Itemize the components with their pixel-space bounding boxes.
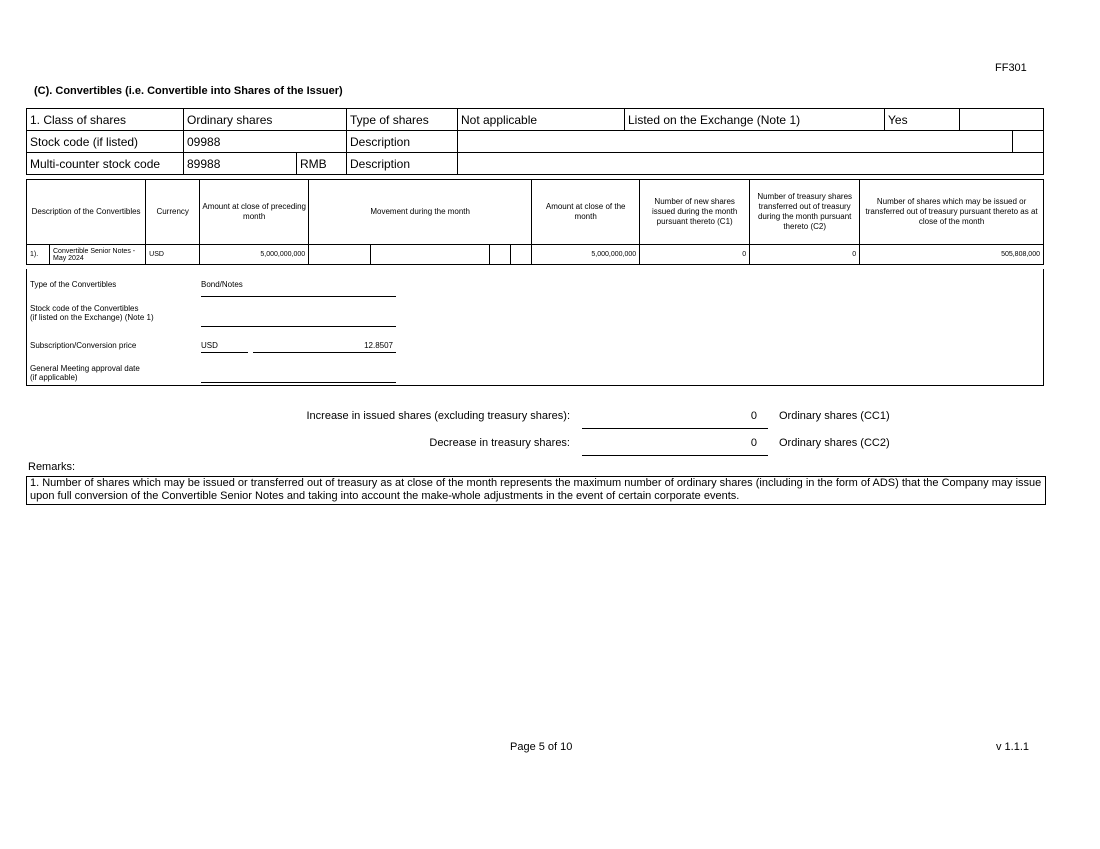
- multi-counter-value: 89988: [184, 153, 297, 175]
- version-label: v 1.1.1: [996, 741, 1030, 753]
- page-number: Page 5 of 10: [510, 741, 573, 753]
- row-description: Convertible Senior Notes - May 2024: [50, 245, 146, 265]
- header-treasury-shares: Number of treasury shares transferred out of treasury during the month pursuant thereto (C2): [750, 180, 860, 245]
- increase-label: Increase in issued shares (excluding treasury shares):: [306, 410, 570, 422]
- type-underline: [201, 296, 396, 297]
- header-description: Description of the Convertibles: [27, 180, 146, 245]
- header-movement: Movement during the month: [309, 180, 532, 245]
- price-currency-underline: [201, 352, 248, 353]
- class-row: [27, 109, 1044, 131]
- stock-code-label: Stock code (if listed): [27, 131, 184, 153]
- decrease-label: Decrease in treasury shares:: [429, 437, 570, 449]
- convertible-details: [26, 269, 1044, 386]
- price-value-underline: [253, 352, 396, 353]
- remarks-text: 1. Number of shares which may be issued or transferred out of treasury as at close of the month represents the maximum number of ordinary shares (including in the form of ADS) that the Company may issue upon full conversion of the Convertible Senior Notes and taking into account the make-whole adjustments in the event of certain corporate events.: [26, 476, 1046, 505]
- convertibles-header-row: [27, 180, 1044, 245]
- price-currency: USD: [201, 341, 218, 350]
- price-label: Subscription/Conversion price: [30, 341, 137, 350]
- header-amount-preceding: Amount at close of preceding month: [200, 180, 309, 245]
- decrease-underline: [582, 455, 768, 456]
- row-movement-4: [511, 245, 532, 265]
- description-label: Description: [347, 131, 458, 153]
- currency-value: RMB: [297, 153, 347, 175]
- listed-value: Yes: [885, 109, 960, 131]
- row-new-shares: 0: [640, 245, 750, 265]
- section-title: (C). Convertibles (i.e. Convertible into Shares of the Issuer): [34, 85, 343, 97]
- row-currency: USD: [146, 245, 200, 265]
- approval-label-1: General Meeting approval date: [30, 364, 140, 373]
- multi-counter-row: [27, 153, 1044, 175]
- description-value: [458, 131, 1013, 153]
- price-value: 12.8507: [364, 341, 393, 350]
- class-of-shares-label: 1. Class of shares: [27, 109, 184, 131]
- listed-extra-cell: [960, 109, 1044, 131]
- stock-code-conv-label-2: (if listed on the Exchange) (Note 1): [30, 313, 154, 322]
- row-index: 1).: [27, 245, 50, 265]
- class-of-shares-value: Ordinary shares: [184, 109, 347, 131]
- decrease-unit: Ordinary shares (CC2): [779, 437, 890, 449]
- approval-underline: [201, 382, 396, 383]
- convertibles-table: [26, 179, 1044, 265]
- decrease-value: 0: [750, 437, 757, 449]
- row-movement-1: [309, 245, 371, 265]
- type-of-shares-value: Not applicable: [458, 109, 625, 131]
- multi-counter-label: Multi-counter stock code: [27, 153, 184, 175]
- description-value-2: [458, 153, 1044, 175]
- row-movement-3: [490, 245, 511, 265]
- row-amount-preceding: 5,000,000,000: [200, 245, 309, 265]
- form-code: FF301: [995, 62, 1027, 74]
- header-new-shares: Number of new shares issued during the month pursuant thereto (C1): [640, 180, 750, 245]
- header-currency: Currency: [146, 180, 200, 245]
- increase-underline: [582, 428, 768, 429]
- row-treasury-shares: 0: [750, 245, 860, 265]
- increase-unit: Ordinary shares (CC1): [779, 410, 890, 422]
- convertibles-data-row: [27, 245, 1044, 265]
- row-issuable-shares: 505,808,000: [860, 245, 1044, 265]
- increase-value: 0: [750, 410, 757, 422]
- stock-code-conv-underline: [201, 326, 396, 327]
- header-amount-close: Amount at close of the month: [532, 180, 640, 245]
- stock-code-row: [27, 131, 1044, 153]
- share-class-table: [26, 108, 1044, 175]
- description-extra-cell: [1013, 131, 1044, 153]
- stock-code-conv-label-1: Stock code of the Convertibles: [30, 304, 139, 313]
- header-issuable-shares: Number of shares which may be issued or transferred out of treasury pursuant thereto as at close of the month: [860, 180, 1044, 245]
- row-movement-2: [371, 245, 490, 265]
- approval-label-2: (if applicable): [30, 373, 78, 382]
- type-value: Bond/Notes: [201, 280, 243, 289]
- stock-code-value: 09988: [184, 131, 347, 153]
- type-label: Type of the Convertibles: [30, 280, 117, 289]
- row-amount-close: 5,000,000,000: [532, 245, 640, 265]
- type-of-shares-label: Type of shares: [347, 109, 458, 131]
- listed-label: Listed on the Exchange (Note 1): [625, 109, 885, 131]
- remarks-label: Remarks:: [28, 461, 76, 473]
- description-label-2: Description: [347, 153, 458, 175]
